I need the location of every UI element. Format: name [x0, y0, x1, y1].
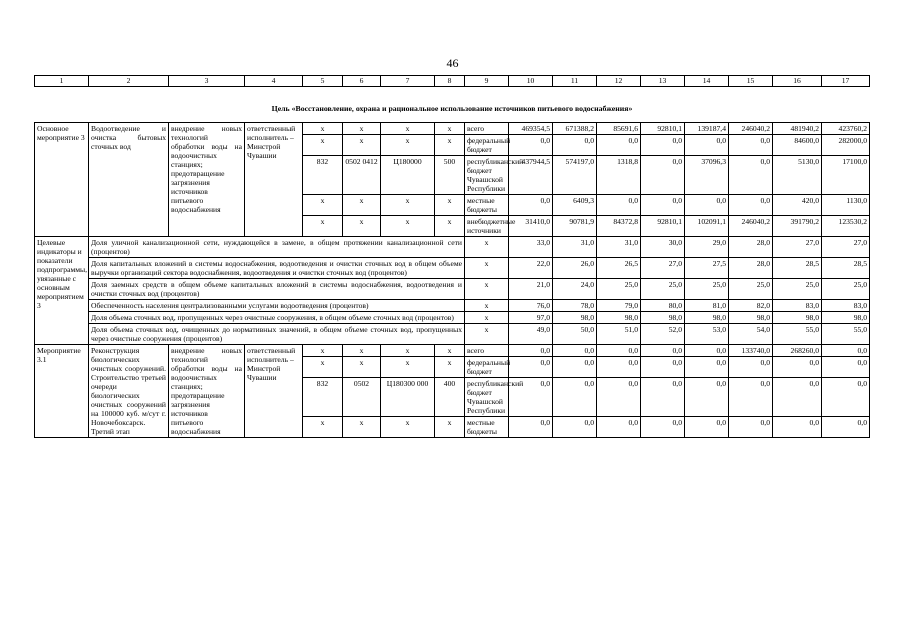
cell-value: 0,0 [685, 417, 729, 438]
cell-value: 98,0 [685, 312, 729, 324]
cell-value: 92810,1 [641, 216, 685, 237]
cell-value: 139187,4 [685, 123, 729, 135]
cell-csr: x [381, 123, 435, 135]
cell-value: 0,0 [729, 378, 773, 417]
cell-value: 84600,0 [773, 135, 822, 156]
cell-value: 81,0 [685, 300, 729, 312]
cell-value: 0,0 [685, 135, 729, 156]
cell-value: 0,0 [729, 156, 773, 195]
col-number: 9 [465, 76, 509, 87]
cell-value: 22,0 [509, 258, 553, 279]
cell-value: 0,0 [509, 195, 553, 216]
cell-source: местные бюджеты [465, 195, 509, 216]
cell-source: x [465, 312, 509, 324]
cell-value: 0,0 [597, 378, 641, 417]
cell-source: местные бюджеты [465, 417, 509, 438]
cell-source: всего [465, 345, 509, 357]
cell-grbs: x [303, 195, 343, 216]
cell-value: 25,0 [773, 279, 822, 300]
cell-vr: x [435, 345, 465, 357]
cell-value: 30,0 [641, 237, 685, 258]
m31-title: Реконструкция биологических очистных сооружений. Строительство третьей очереди биологических очистных сооружений на 100000 куб. м/сут г. Новочебоксарск. Третий этап [89, 345, 169, 438]
m31-executor: ответственный исполнитель – Минстрой Чувашии [245, 345, 303, 438]
cell-value: 26,0 [553, 258, 597, 279]
cell-value: 420,0 [773, 195, 822, 216]
cell-value: 98,0 [553, 312, 597, 324]
cell-value: 0,0 [729, 417, 773, 438]
cell-value: 0,0 [773, 357, 822, 378]
cell-value: 54,0 [729, 324, 773, 345]
cell-value: 0,0 [509, 135, 553, 156]
cell-grbs: x [303, 417, 343, 438]
cell-value: 31,0 [553, 237, 597, 258]
cell-source: федеральный бюджет [465, 357, 509, 378]
cell-value: 28,5 [822, 258, 870, 279]
cell-grbs: x [303, 123, 343, 135]
cell-value: 0,0 [641, 357, 685, 378]
cell-value: 0,0 [597, 135, 641, 156]
cell-grbs: x [303, 345, 343, 357]
cell-value: 0,0 [685, 345, 729, 357]
m3-title: Водоотведение и очистка бытовых сточных вод [89, 123, 169, 237]
cell-source: x [465, 279, 509, 300]
cell-value: 0,0 [641, 417, 685, 438]
cell-value: 24,0 [553, 279, 597, 300]
cell-value: 85691,6 [597, 123, 641, 135]
cell-value: 37096,3 [685, 156, 729, 195]
cell-value: 0,0 [597, 195, 641, 216]
cell-vr: x [435, 195, 465, 216]
cell-value: 21,0 [509, 279, 553, 300]
m3-executor: ответственный исполнитель – Минстрой Чувашии [245, 123, 303, 237]
cell-source: x [465, 258, 509, 279]
cell-value: 98,0 [641, 312, 685, 324]
cell-value: 25,0 [685, 279, 729, 300]
cell-value: 98,0 [729, 312, 773, 324]
cell-value: 0,0 [685, 195, 729, 216]
cell-value: 0,0 [641, 345, 685, 357]
cell-value: 97,0 [509, 312, 553, 324]
cell-value: 0,0 [509, 417, 553, 438]
cell-value: 102091,1 [685, 216, 729, 237]
cell-value: 83,0 [773, 300, 822, 312]
cell-vr: x [435, 216, 465, 237]
cell-value: 84372,8 [597, 216, 641, 237]
col-number: 7 [381, 76, 435, 87]
goal-row [35, 87, 870, 123]
indicator-row [35, 237, 870, 258]
indicator-row [35, 312, 870, 324]
goal-title: Цель «Восстановление, охрана и рациональное использование источников питьевого водоснабжения» [35, 87, 870, 123]
cell-csr: x [381, 417, 435, 438]
cell-value: 0,0 [685, 378, 729, 417]
cell-value: 27,0 [773, 237, 822, 258]
cell-value: 80,0 [641, 300, 685, 312]
cell-value: 98,0 [822, 312, 870, 324]
cell-value: 0,0 [553, 417, 597, 438]
cell-value: 0,0 [729, 135, 773, 156]
cell-value: 25,0 [822, 279, 870, 300]
cell-value: 0,0 [553, 378, 597, 417]
cell-value: 6409,3 [553, 195, 597, 216]
table-row [35, 345, 870, 357]
col-number: 5 [303, 76, 343, 87]
cell-value: 0,0 [553, 357, 597, 378]
cell-value: 268260,0 [773, 345, 822, 357]
cell-value: 26,5 [597, 258, 641, 279]
cell-value: 0,0 [641, 378, 685, 417]
col-number: 4 [245, 76, 303, 87]
col-number: 15 [729, 76, 773, 87]
cell-rzpr: x [343, 216, 381, 237]
cell-value: 0,0 [509, 357, 553, 378]
cell-value: 282000,0 [822, 135, 870, 156]
cell-vr: x [435, 357, 465, 378]
cell-value: 49,0 [509, 324, 553, 345]
col-number: 10 [509, 76, 553, 87]
m31-tasks: внедрение новых технологий обработки воды на водоочистных станциях; предотвращение загрязнения источников питьевого водоснабжения [169, 345, 245, 438]
indicator-text: Доля капитальных вложений в системы водоснабжения, водоотведения и очистки сточных вод в общем объеме выручки организаций сектора водоснабжения, водоотведения и очистки сточных вод (процентов) [89, 258, 465, 279]
cell-value: 5130,0 [773, 156, 822, 195]
cell-value: 25,0 [729, 279, 773, 300]
cell-vr: 400 [435, 378, 465, 417]
cell-value: 574197,0 [553, 156, 597, 195]
cell-value: 671388,2 [553, 123, 597, 135]
cell-grbs: 832 [303, 156, 343, 195]
cell-rzpr: x [343, 123, 381, 135]
cell-source: республиканский бюджет Чувашской Республики [465, 378, 509, 417]
cell-value: 98,0 [597, 312, 641, 324]
cell-rzpr: x [343, 135, 381, 156]
cell-value: 0,0 [822, 378, 870, 417]
cell-value: 123530,2 [822, 216, 870, 237]
cell-value: 246040,2 [729, 216, 773, 237]
cell-vr: 500 [435, 156, 465, 195]
cell-value: 0,0 [822, 417, 870, 438]
col-number: 3 [169, 76, 245, 87]
col-number: 1 [35, 76, 89, 87]
cell-csr: Ц180300 000 [381, 378, 435, 417]
cell-value: 0,0 [553, 345, 597, 357]
indicator-row [35, 279, 870, 300]
cell-value: 0,0 [509, 378, 553, 417]
cell-value: 0,0 [822, 345, 870, 357]
cell-source: федеральный бюджет [465, 135, 509, 156]
cell-value: 0,0 [685, 357, 729, 378]
cell-value: 481940,2 [773, 123, 822, 135]
cell-value: 55,0 [773, 324, 822, 345]
page-number: 46 [446, 56, 459, 70]
cell-value: 28,0 [729, 237, 773, 258]
m3-name: Основное мероприятие 3 [35, 123, 89, 237]
indicators-label: Целевые индикаторы и показатели подпрограммы, увязанные с основным мероприятием 3 [35, 237, 89, 345]
cell-value: 0,0 [641, 195, 685, 216]
cell-grbs: x [303, 135, 343, 156]
cell-value: 52,0 [641, 324, 685, 345]
indicator-row [35, 324, 870, 345]
cell-value: 0,0 [822, 357, 870, 378]
cell-value: 53,0 [685, 324, 729, 345]
cell-source: республиканский бюджет Чувашской Республики [465, 156, 509, 195]
indicator-text: Обеспеченность населения централизованными услугами водоотведения (процентов) [89, 300, 465, 312]
cell-value: 83,0 [822, 300, 870, 312]
cell-value: 1130,0 [822, 195, 870, 216]
cell-value: 28,5 [773, 258, 822, 279]
cell-value: 98,0 [773, 312, 822, 324]
cell-value: 31,0 [597, 237, 641, 258]
cell-value: 90781,9 [553, 216, 597, 237]
cell-value: 27,0 [641, 258, 685, 279]
cell-value: 0,0 [597, 357, 641, 378]
indicator-row [35, 258, 870, 279]
cell-value: 0,0 [773, 417, 822, 438]
cell-csr: x [381, 195, 435, 216]
cell-value: 246040,2 [729, 123, 773, 135]
cell-value: 423760,2 [822, 123, 870, 135]
cell-source: x [465, 237, 509, 258]
cell-value: 28,0 [729, 258, 773, 279]
indicator-row [35, 300, 870, 312]
cell-value: 29,0 [685, 237, 729, 258]
cell-value: 0,0 [553, 135, 597, 156]
cell-csr: x [381, 357, 435, 378]
col-number: 13 [641, 76, 685, 87]
cell-value: 437944,5 [509, 156, 553, 195]
cell-value: 55,0 [822, 324, 870, 345]
cell-source: всего [465, 123, 509, 135]
cell-rzpr: 0502 [343, 378, 381, 417]
col-number: 16 [773, 76, 822, 87]
cell-csr: x [381, 216, 435, 237]
indicator-text: Доля объема сточных вод, очищенных до нормативных значений, в общем объеме сточных вод, пропущенных через очистные сооружения (процентов) [89, 324, 465, 345]
m31-name: Мероприятие 3.1 [35, 345, 89, 438]
cell-source: x [465, 300, 509, 312]
cell-value: 31410,0 [509, 216, 553, 237]
indicator-text: Доля заемных средств в общем объеме капитальных вложений в системы водоснабжения, водоотведения и очистки сточных вод (процентов) [89, 279, 465, 300]
cell-value: 0,0 [641, 135, 685, 156]
table-row [35, 123, 870, 135]
cell-value: 133740,0 [729, 345, 773, 357]
cell-rzpr: x [343, 417, 381, 438]
cell-value: 25,0 [597, 279, 641, 300]
cell-value: 0,0 [597, 417, 641, 438]
column-number-row [35, 76, 870, 87]
cell-vr: x [435, 417, 465, 438]
cell-rzpr: x [343, 357, 381, 378]
cell-csr: x [381, 135, 435, 156]
m3-tasks: внедрение новых технологий обработки воды на водоочистных станциях; предотвращение загрязнения источников питьевого водоснабжения [169, 123, 245, 237]
cell-value: 79,0 [597, 300, 641, 312]
cell-value: 0,0 [729, 357, 773, 378]
cell-value: 391790,2 [773, 216, 822, 237]
cell-csr: x [381, 345, 435, 357]
cell-vr: x [435, 135, 465, 156]
cell-value: 27,0 [822, 237, 870, 258]
col-number: 12 [597, 76, 641, 87]
cell-csr: Ц180000 [381, 156, 435, 195]
indicator-text: Доля объема сточных вод, пропущенных через очистные сооружения, в общем объеме сточных вод (процентов) [89, 312, 465, 324]
cell-grbs: 832 [303, 378, 343, 417]
cell-grbs: x [303, 357, 343, 378]
indicator-text: Доля уличной канализационной сети, нуждающейся в замене, в общем протяжении канализационной сети (процентов) [89, 237, 465, 258]
cell-value: 33,0 [509, 237, 553, 258]
cell-grbs: x [303, 216, 343, 237]
cell-rzpr: 0502 0412 [343, 156, 381, 195]
cell-value: 0,0 [641, 156, 685, 195]
cell-value: 17100,0 [822, 156, 870, 195]
cell-value: 1318,8 [597, 156, 641, 195]
cell-value: 51,0 [597, 324, 641, 345]
cell-value: 50,0 [553, 324, 597, 345]
cell-value: 92810,1 [641, 123, 685, 135]
cell-value: 76,0 [509, 300, 553, 312]
cell-value: 0,0 [509, 345, 553, 357]
col-number: 2 [89, 76, 169, 87]
col-number: 11 [553, 76, 597, 87]
cell-value: 469354,5 [509, 123, 553, 135]
cell-source: внебюджетные источники [465, 216, 509, 237]
cell-rzpr: x [343, 195, 381, 216]
col-number: 14 [685, 76, 729, 87]
cell-value: 82,0 [729, 300, 773, 312]
col-number: 17 [822, 76, 870, 87]
cell-value: 0,0 [729, 195, 773, 216]
cell-value: 78,0 [553, 300, 597, 312]
cell-value: 27,5 [685, 258, 729, 279]
cell-vr: x [435, 123, 465, 135]
budget-table [34, 75, 870, 438]
cell-value: 0,0 [597, 345, 641, 357]
cell-rzpr: x [343, 345, 381, 357]
cell-value: 0,0 [773, 378, 822, 417]
cell-value: 25,0 [641, 279, 685, 300]
col-number: 6 [343, 76, 381, 87]
col-number: 8 [435, 76, 465, 87]
cell-source: x [465, 324, 509, 345]
